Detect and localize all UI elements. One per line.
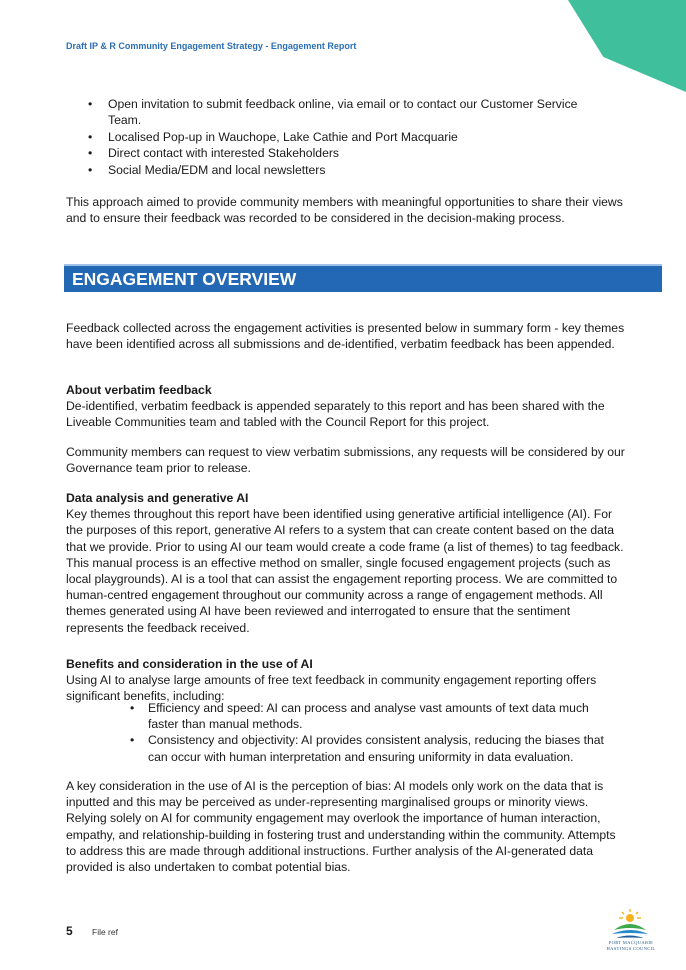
overview-paragraph: Feedback collected across the engagement activities is presented below in summary form - key themes have been identified across all submissions and de-identified, verbatim feedback has been appended. [66,321,625,352]
benefits-heading: Benefits and consideration in the use of AI [66,657,313,671]
data-analysis-body: Key themes throughout this report have been identified using generative artificial intelligence (AI). For the purposes of this report, generative AI refers to a system that can create content based on the data that we provide. Prior to using AI our team would create a code frame (a list of themes) to tag feedback. This manual process is an effective method on smaller, single focused engagement projects (such as local playgrounds). AI is a tool that can assist the engagement reporting process. We are committed to human-centred engagement throughout our community across a range of engagement methods. All themes generated using AI have been reviewed and interrogated to ensure that the sentiment represents the feedback received. [66,507,624,635]
list-item: • Open invitation to submit feedback online, via email or to contact our Customer Service Team. [88,96,608,129]
council-logo-text: PORT MACQUARIE HASTINGS COUNCIL [606,940,656,951]
benefits-body: Using AI to analyse large amounts of free text feedback in community engagement reporting offers significant benefits, including: [66,673,597,704]
verbatim-body: De-identified, verbatim feedback is appended separately to this report and has been shared with the Liveable Communities team and tabled with the Council Report for this project. [66,399,605,430]
document-header-title: Draft IP & R Community Engagement Strategy - Engagement Report [66,41,357,51]
data-analysis-section [66,490,626,636]
section-heading: ENGAGEMENT OVERVIEW [72,269,297,289]
list-item: • Efficiency and speed: AI can process and analyse vast amounts of text data much faster than manual methods. [128,700,608,732]
verbatim-section [66,382,626,431]
list-item: • Direct contact with interested Stakeholders [88,145,608,161]
benefits-bullet-list [128,700,608,765]
list-item: • Social Media/EDM and local newsletters [88,162,608,178]
list-item: • Consistency and objectivity: AI provides consistent analysis, reducing the biases that can occur with human interpretation and ensuring uniformity in data evaluation. [128,732,608,764]
file-ref: File ref [92,927,118,937]
benefits-section [66,656,626,705]
page-number: 5 [66,924,73,938]
data-analysis-heading: Data analysis and generative AI [66,491,249,505]
section-heading-bar [64,264,662,292]
intro-paragraph: This approach aimed to provide community members with meaningful opportunities to share their views and to ensure their feedback was recorded to be considered in the decision-making process. [66,195,623,226]
list-item: • Localised Pop-up in Wauchope, Lake Cathie and Port Macquarie [88,129,608,145]
verbatim-request-paragraph: Community members can request to view verbatim submissions, any requests will be considered by our Governance team prior to release. [66,445,625,476]
corner-decoration [568,0,686,92]
intro-bullet-list [88,96,608,178]
consideration-paragraph: A key consideration in the use of AI is the perception of bias: AI models only work on the data that is inputted and this may be perceived as under-representing marginalised groups or minority views. Relying solely on AI for community engagement may overlook the importance of human interaction, empathy, and relationship-building in fostering trust and understanding within the community. Attempts to address this are made through additional instructions. Further analysis of the AI-generated data provided is also undertaken to combat potential bias. [66,779,616,875]
verbatim-heading: About verbatim feedback [66,383,212,397]
